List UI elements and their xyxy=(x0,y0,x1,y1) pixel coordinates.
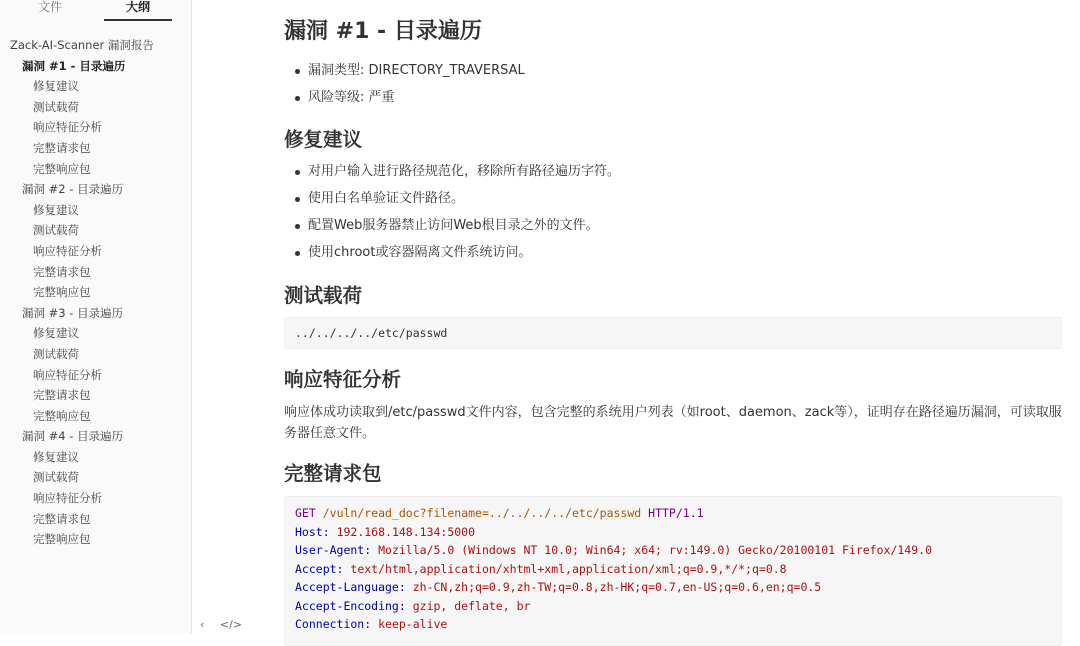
outline-item[interactable]: 完整请求包 xyxy=(33,511,91,526)
outline-item[interactable]: 测试载荷 xyxy=(33,99,79,114)
outline-item[interactable]: 完整响应包 xyxy=(33,161,91,176)
vuln-type: 漏洞类型: DIRECTORY_TRAVERSAL xyxy=(284,61,1062,88)
outline-item[interactable]: Zack-AI-Scanner 漏洞报告 xyxy=(10,38,154,52)
request-version: HTTP/1.1 xyxy=(648,506,704,520)
sidebar xyxy=(0,0,192,634)
header-name: User-Agent: xyxy=(295,543,372,557)
collapse-sidebar-icon[interactable]: ‹ xyxy=(200,618,205,631)
header-value: zh-CN,zh;q=0.9,zh-TW;q=0.8,zh-HK;q=0.7,en-US;q=0.6,en;q=0.5 xyxy=(412,580,822,594)
outline-item[interactable]: 修复建议 xyxy=(33,449,79,464)
outline-item[interactable]: 完整响应包 xyxy=(33,408,91,423)
tab-outline[interactable]: 大纲 xyxy=(126,0,151,14)
outline-item[interactable]: 响应特征分析 xyxy=(33,120,102,135)
sidebar-tabs xyxy=(0,0,191,22)
header-name: Accept-Language: xyxy=(295,580,406,594)
page-title: 漏洞 #1 - 目录遍历 xyxy=(284,19,482,44)
request-method: GET xyxy=(295,506,316,520)
outline-item[interactable]: 漏洞 #3 - 目录遍历 xyxy=(22,305,124,320)
risk-level: 风险等级: 严重 xyxy=(284,88,1062,115)
header-value: Mozilla/5.0 (Windows NT 10.0; Win64; x64; rv:149.0) Gecko/20100101 Firefox/149.0 xyxy=(378,543,932,557)
header-name: Accept: xyxy=(295,561,344,576)
request-line xyxy=(295,504,1051,523)
header-line xyxy=(295,578,1051,597)
fix-item: 使用chroot或容器隔离文件系统访问。 xyxy=(284,243,1062,270)
payload-code-block[interactable] xyxy=(284,317,1062,349)
payload-heading: 测试载荷 xyxy=(284,284,363,307)
header-name: Connection: xyxy=(295,617,372,631)
outline-item[interactable]: 完整响应包 xyxy=(33,532,91,547)
outline-item[interactable]: 修复建议 xyxy=(33,79,79,94)
header-line xyxy=(295,597,1051,616)
outline-item[interactable]: 完整响应包 xyxy=(33,285,91,300)
fix-list xyxy=(284,162,1062,270)
analysis-heading: 响应特征分析 xyxy=(284,368,402,391)
analysis-text: 响应体成功读取到/etc/passwd文件内容，包含完整的系统用户列表（如root、daemon、zack等），证明存在路径遍历漏洞，可读取服务器任意文件。 xyxy=(284,405,1062,441)
tab-files[interactable]: 文件 xyxy=(38,0,63,14)
document-content xyxy=(284,0,1062,634)
header-name: Accept-Encoding: xyxy=(295,598,406,613)
outline-item[interactable]: 测试载荷 xyxy=(33,470,79,485)
outline-item[interactable]: 漏洞 #1 - 目录遍历 xyxy=(22,58,126,73)
header-name: Host: xyxy=(295,524,330,539)
outline-item[interactable]: 完整请求包 xyxy=(33,388,91,403)
request-code-block[interactable] xyxy=(284,496,1062,646)
header-line xyxy=(295,523,1051,542)
header-line xyxy=(295,541,1051,560)
header-line xyxy=(295,615,1051,634)
sidebar-footer xyxy=(200,618,254,631)
vuln-meta xyxy=(284,61,1062,115)
source-code-icon[interactable]: </> xyxy=(219,618,243,631)
outline-item[interactable]: 完整请求包 xyxy=(33,140,91,155)
outline-item[interactable]: 修复建议 xyxy=(33,202,79,217)
outline-item[interactable]: 修复建议 xyxy=(33,326,79,341)
outline-item[interactable]: 响应特征分析 xyxy=(33,367,102,382)
outline-item[interactable]: 完整请求包 xyxy=(33,264,91,279)
outline-item[interactable]: 测试载荷 xyxy=(33,223,79,238)
fix-item: 配置Web服务器禁止访问Web根目录之外的文件。 xyxy=(284,216,1062,243)
outline-item[interactable]: 响应特征分析 xyxy=(33,243,102,258)
header-value: 192.168.148.134:5000 xyxy=(336,524,476,539)
header-value: keep-alive xyxy=(378,617,448,631)
outline-item[interactable]: 测试载荷 xyxy=(33,346,79,361)
active-tab-indicator xyxy=(104,19,172,21)
header-value: gzip, deflate, br xyxy=(412,598,531,613)
outline-list xyxy=(0,35,191,550)
fix-heading: 修复建议 xyxy=(284,128,363,151)
outline-item[interactable]: 响应特征分析 xyxy=(33,491,102,506)
fix-item: 使用白名单验证文件路径。 xyxy=(284,189,1062,216)
request-heading: 完整请求包 xyxy=(284,462,382,485)
fix-item: 对用户输入进行路径规范化，移除所有路径遍历字符。 xyxy=(284,162,1062,189)
header-line xyxy=(295,560,1051,579)
request-path: /vuln/read_doc?filename=../../../../etc/passwd xyxy=(322,506,642,520)
outline-item[interactable]: 漏洞 #2 - 目录遍历 xyxy=(22,182,124,197)
outline-item[interactable]: 漏洞 #4 - 目录遍历 xyxy=(22,429,124,444)
payload-text: ../../../../etc/passwd xyxy=(295,326,448,340)
header-value: text/html,application/xhtml+xml,application/xml;q=0.9,*/*;q=0.8 xyxy=(350,561,787,576)
